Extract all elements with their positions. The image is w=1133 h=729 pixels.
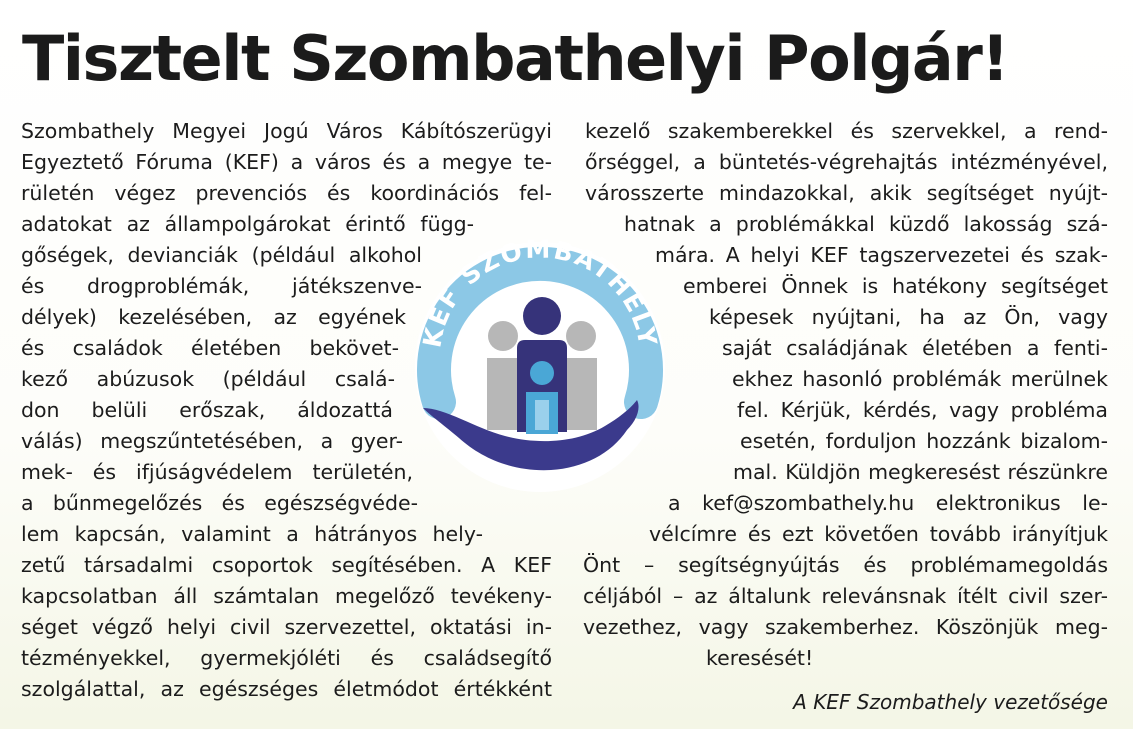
right-column-line: vezethez, vagy szakemberhez. Köszönjük meg-: [583, 615, 1108, 639]
left-column-line: séget végző helyi civil szervezettel, oktatási in-: [21, 615, 552, 639]
right-column-line: a kef@szombathely.hu elektronikus le-: [668, 491, 1108, 515]
left-column-line: a bűnmegelőzés és egészségvéde-: [21, 491, 418, 515]
left-column-line: és családok életében bekövet-: [21, 336, 399, 360]
left-column-line: kező abúzusok (például csalá-: [21, 367, 395, 391]
left-column-line: tézményekkel, gyermekjóléti és családsegítő: [21, 646, 552, 670]
person-child-inner: [535, 400, 549, 430]
right-column-line: vélcímre és ezt követően tovább irányítjuk: [649, 522, 1108, 546]
left-column-line: lem kapcsán, valamint a hátrányos hely-: [21, 522, 483, 546]
logo-ring-text-path: KEF SZOMBATHELY: [417, 234, 663, 350]
person-child-head: [530, 361, 554, 385]
right-column-line: Önt – segítségnyújtás és problémamegoldás: [583, 553, 1108, 577]
right-column-line: képesek nyújtani, ha az Ön, vagy: [709, 305, 1108, 329]
left-column-line: Egyeztető Fóruma (KEF) a város és a megye te-: [21, 150, 552, 174]
left-column-line: kapcsolatban áll számtalan megelőző tevékeny-: [21, 584, 552, 608]
right-column-line: városszerte mindazokkal, akik segítséget nyújt-: [585, 181, 1108, 205]
kef-logo: [405, 232, 675, 502]
left-column-line: Szombathely Megyei Jogú Város Kábítószerügyi: [21, 119, 552, 143]
right-column-line: keresését!: [706, 646, 814, 670]
left-column-line: adatokat az állampolgárokat érintő függ-: [21, 212, 474, 236]
person-right-head: [566, 321, 596, 351]
right-column-line: céljából – az általunk relevánsnak ítélt civil szer-: [583, 584, 1108, 608]
right-column-line: esetén, forduljon hozzánk bizalom-: [740, 429, 1108, 453]
left-column-line: rületén végez prevenciós és koordinációs fel-: [21, 181, 552, 205]
left-column-line: és drogproblémák, játékszenve-: [21, 274, 422, 298]
right-column-line: mára. A helyi KEF tagszervezetei és szak-: [655, 243, 1108, 267]
right-column-line: ekhez hasonló problémák merülnek: [732, 367, 1108, 391]
right-column-line: emberei Önnek is hatékony segítséget: [683, 274, 1108, 298]
right-column-line: kezelő szakemberekkel és szervekkel, a rend-: [585, 119, 1108, 143]
right-column-line: hatnak a problémákkal küzdő lakosság szá-: [624, 212, 1108, 236]
left-column-line: válás) megszűntetésében, a gyer-: [21, 429, 403, 453]
person-right-body: [565, 358, 597, 430]
right-column-line: mal. Küldjön megkeresést részünkre: [733, 460, 1108, 484]
left-column-line: délyek) kezelésében, az egyének: [21, 305, 406, 329]
left-column-line: don belüli erőszak, áldozattá: [21, 398, 393, 422]
person-left-head: [488, 321, 518, 351]
left-column-line: mek- és ifjúságvédelem területén,: [21, 460, 413, 484]
person-center-head: [523, 297, 561, 335]
left-column-line: szolgálattal, az egészséges életmódot értékként: [21, 677, 552, 701]
page-title: Tisztelt Szombathelyi Polgár!: [22, 22, 1009, 95]
left-column-line: zetű társadalmi csoportok segítésében. A KEF: [21, 553, 552, 577]
person-left-body: [487, 358, 519, 430]
right-column-line: saját családjának életében a fenti-: [722, 336, 1108, 360]
right-column-line: őrséggel, a büntetés-végrehajtás intézményével,: [585, 150, 1108, 174]
left-column-line: gőségek, devianciák (például alkohol: [21, 243, 422, 267]
signature: A KEF Szombathely vezetősége: [793, 690, 1108, 714]
right-column-line: fel. Kérjük, kérdés, vagy probléma: [737, 398, 1108, 422]
